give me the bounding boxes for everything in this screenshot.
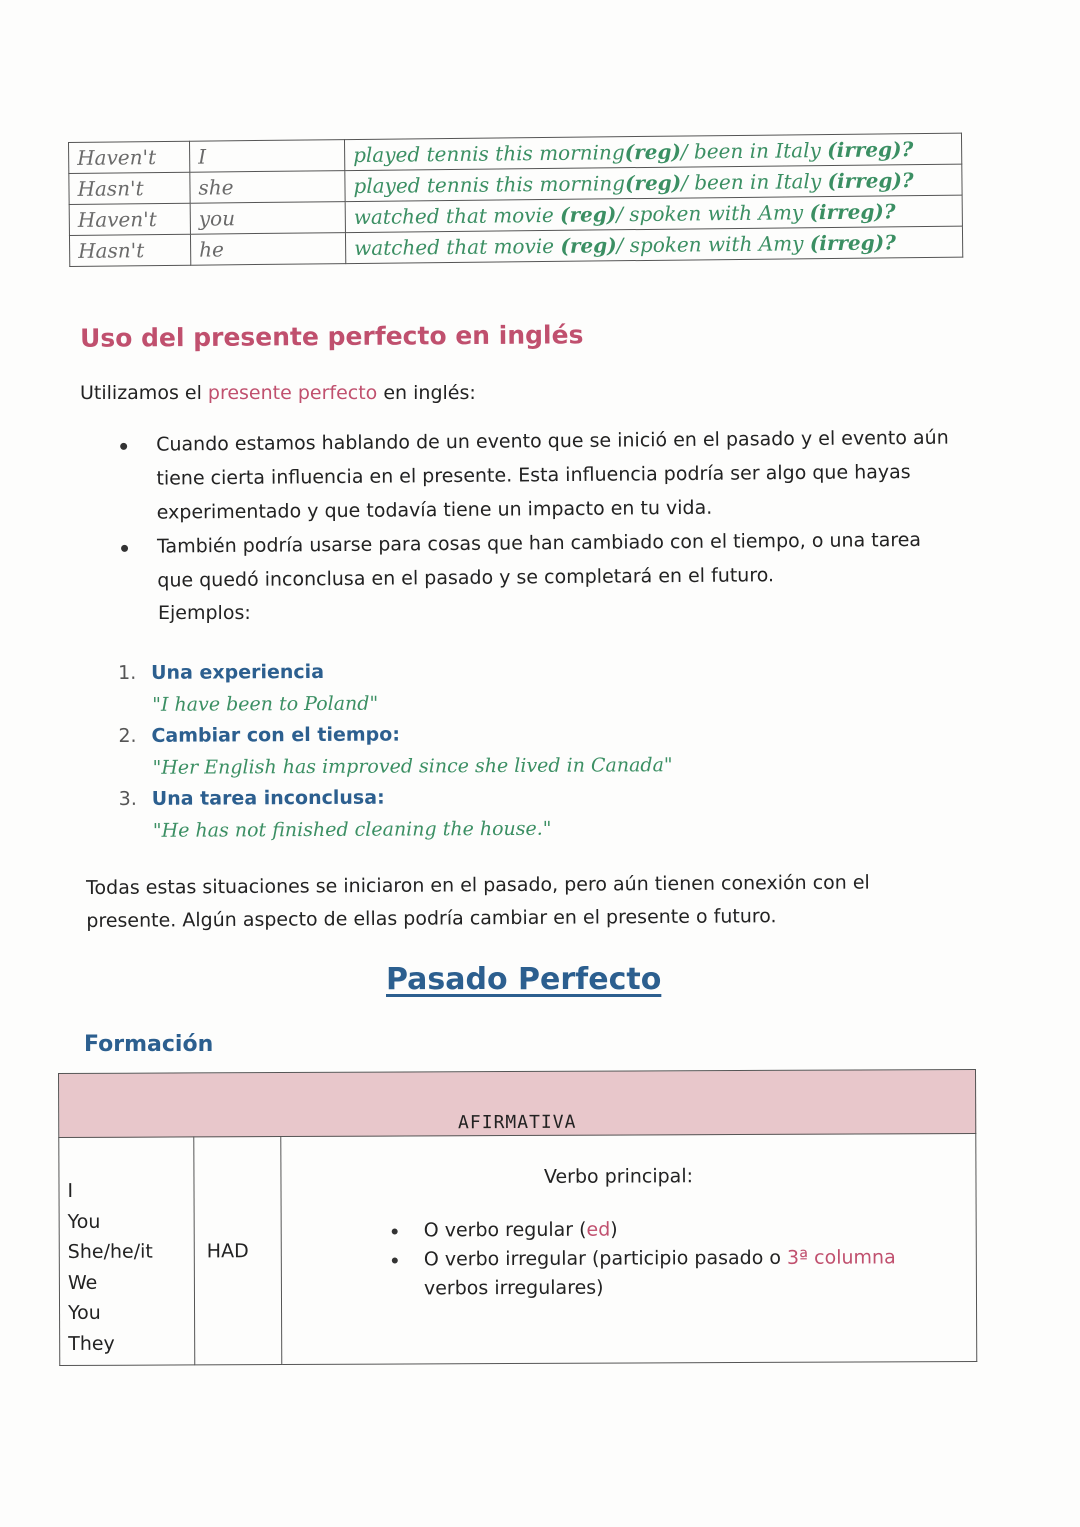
- subject-pronoun: he: [190, 233, 345, 266]
- list-item: O verbo regular (ed): [392, 1214, 956, 1245]
- pasado-perfecto-heading: Pasado Perfecto: [386, 962, 662, 997]
- negative-auxiliary: Hasn't: [69, 172, 190, 204]
- bullet-icon: [392, 1229, 398, 1235]
- bullet-icon: [120, 443, 127, 450]
- bullet-icon: [392, 1258, 398, 1264]
- list-item: O verbo irregular (participio pasado o 3ª columna verbos irregulares): [392, 1243, 956, 1303]
- negative-auxiliary: Hasn't: [69, 234, 190, 266]
- uso-bullet-list: [110, 421, 961, 598]
- question-phrase: watched that movie (reg)/ spoken with Amy (irreg)?: [345, 226, 962, 263]
- subject-pronoun: she: [190, 171, 345, 204]
- example-item: 2. Cambiar con el tiempo: "Her English has improved since she lived in Canada": [118, 718, 672, 784]
- formacion-heading: Formación: [84, 1032, 214, 1057]
- auxiliary-cell: HAD: [194, 1137, 282, 1365]
- uso-heading: Uso del presente perfecto en inglés: [79, 320, 584, 353]
- subject-pronoun: you: [190, 202, 345, 235]
- negative-auxiliary: Haven't: [69, 141, 190, 173]
- example-title: Cambiar con el tiempo:: [151, 723, 400, 747]
- example-quote: "I have been to Poland": [152, 692, 379, 716]
- example-quote: "He has not finished cleaning the house.": [152, 817, 552, 842]
- uso-intro: Utilizamos el presente perfecto en inglés:: [80, 382, 476, 404]
- example-item: 1. Una experiencia "I have been to Poland": [118, 655, 672, 721]
- example-quote: "Her English has improved since she lived in Canada": [152, 753, 673, 779]
- list-item: También podría usarse para cosas que han cambiado con el tiempo, o una tarea que quedó inconclusa en el pasado y se completará en el futuro.: [111, 523, 962, 598]
- example-title: Una experiencia: [151, 660, 325, 684]
- verb-cell: [281, 1133, 977, 1364]
- afirmativa-header: AFIRMATIVA: [59, 1069, 976, 1137]
- question-phrase: watched that movie (reg)/ spoken with Amy (irreg)?: [345, 195, 962, 232]
- question-phrase: played tennis this morning(reg)/ been in Italy (irreg)?: [345, 164, 962, 201]
- verb-list: [392, 1214, 956, 1303]
- bullet-icon: [121, 545, 128, 552]
- question-table: [68, 133, 963, 267]
- examples-list: [118, 655, 673, 847]
- ejemplos-label: Ejemplos:: [158, 602, 251, 624]
- verb-title: Verbo principal:: [543, 1165, 694, 1188]
- formacion-table: [58, 1069, 977, 1366]
- subject-pronoun: I: [189, 140, 344, 173]
- negative-auxiliary: Haven't: [69, 203, 190, 235]
- example-item: 3. Una tarea inconclusa: "He has not finished cleaning the house.": [119, 781, 673, 847]
- example-title: Una tarea inconclusa:: [151, 786, 385, 810]
- pronoun-cell: I You She/he/it We You They: [59, 1137, 195, 1366]
- question-phrase: played tennis this morning(reg)/ been in Italy (irreg)?: [344, 133, 961, 170]
- intro-highlight: presente perfecto: [207, 382, 378, 404]
- summary-paragraph: Todas estas situaciones se iniciaron en el pasado, pero aún tienen conexión con el presente. Algún aspecto de ellas podría cambiar en el presente o futuro.: [86, 871, 870, 932]
- list-item: Cuando estamos hablando de un evento que se inició en el pasado y el evento aún tiene cierta influencia en el presente. Esta influencia podría ser algo que hayas experimentado y que todavía tiene un impacto en tu vida.: [110, 421, 961, 530]
